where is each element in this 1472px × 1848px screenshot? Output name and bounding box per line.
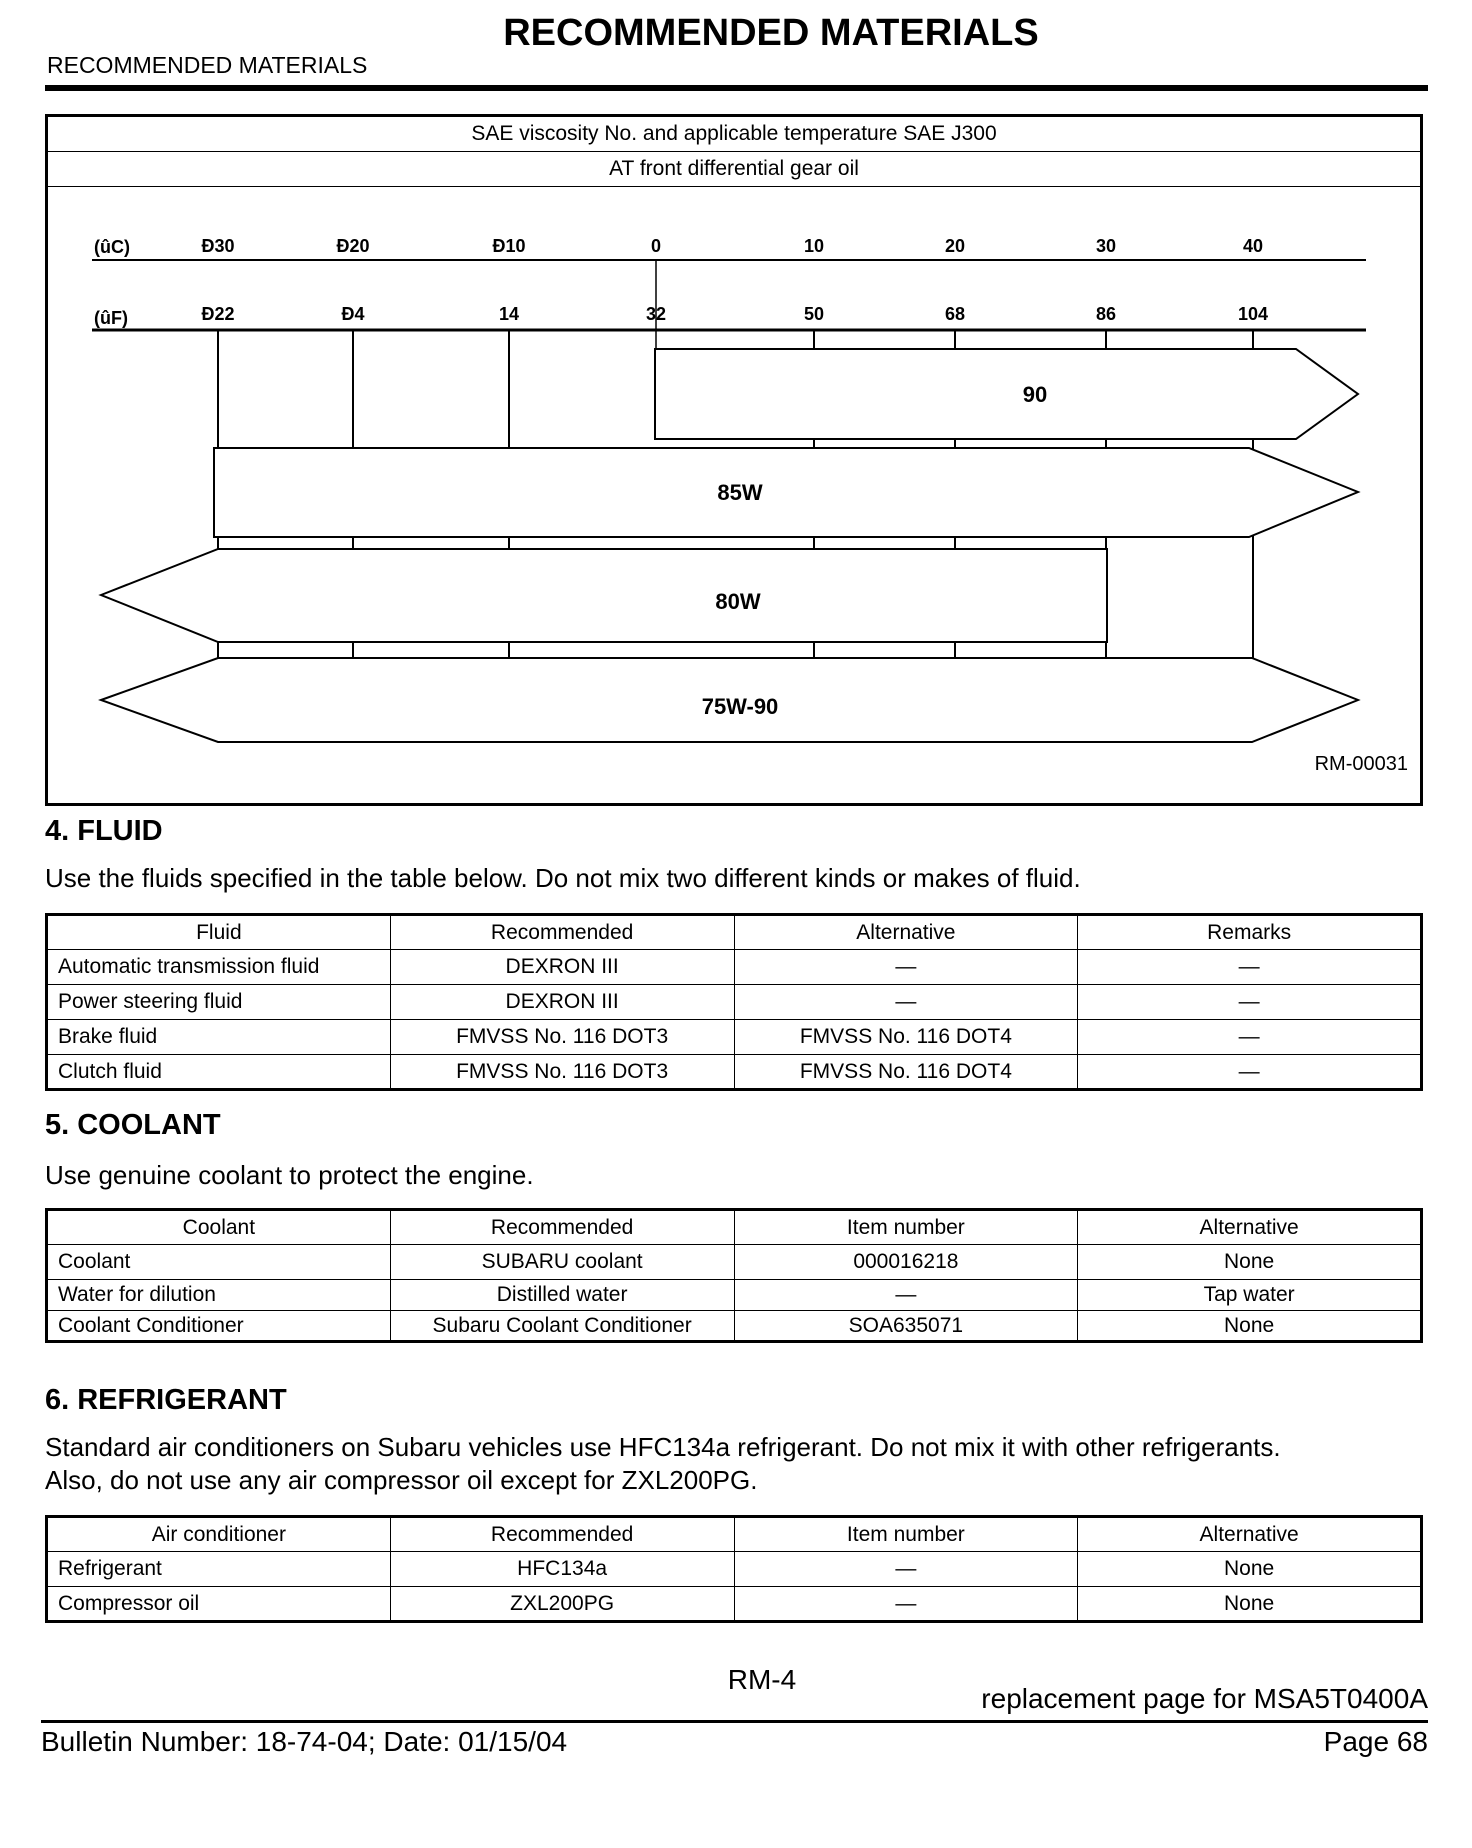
table-cell: Power steering fluid [47,985,391,1020]
table-row [47,985,1422,1020]
column-header: Coolant [47,1210,391,1245]
table-cell: DEXRON III [390,985,734,1020]
celsius-unit: (ûC) [94,237,130,257]
table-cell: Coolant Conditioner [47,1311,391,1342]
bar-90 [655,349,1358,439]
table-cell: Subaru Coolant Conditioner [390,1311,734,1342]
table-row [47,1587,1422,1622]
table-cell: — [1078,950,1422,985]
fahrenheit-tick-label: 86 [1095,304,1117,324]
replacement-note: replacement page for MSA5T0400A [981,1683,1428,1714]
table-cell: Automatic transmission fluid [47,950,391,985]
table-row [47,950,1422,985]
table-cell: — [734,1552,1078,1587]
page-number: Page 68 [1323,1726,1428,1757]
table-cell: — [1078,1055,1422,1090]
column-header: Item number [734,1210,1078,1245]
fahrenheit-tick-label: 14 [498,304,520,324]
column-header: Air conditioner [47,1517,391,1552]
column-header: Item number [734,1517,1078,1552]
celsius-tick-label: Ð30 [201,236,235,256]
fahrenheit-tick-label: 68 [944,304,966,324]
refrigerant-table [45,1515,1423,1623]
fahrenheit-tick-label: 50 [803,304,825,324]
table-header-row [47,915,1422,950]
celsius-tick-label: 40 [1242,236,1264,256]
page-title: RECOMMENDED MATERIALS [503,12,1039,54]
table-cell: Compressor oil [47,1587,391,1622]
table-cell: SUBARU coolant [390,1245,734,1280]
table-cell: Tap water [1078,1280,1422,1311]
table-cell: — [734,1587,1078,1622]
coolant-text: Use genuine coolant to protect the engine. [45,1160,534,1190]
celsius-tick-label: 10 [803,236,825,256]
column-header: Remarks [1078,915,1422,950]
svg-text:75W-90: 75W-90 [701,694,779,719]
table-cell: Coolant [47,1245,391,1280]
fahrenheit-tick-label: Ð22 [201,304,235,324]
fahrenheit-tick-label: Ð4 [341,304,365,324]
table-cell: Distilled water [390,1280,734,1311]
table-row [47,1020,1422,1055]
table-cell: None [1078,1587,1422,1622]
table-row [47,1552,1422,1587]
column-header: Fluid [47,915,391,950]
table-cell: FMVSS No. 116 DOT3 [390,1020,734,1055]
column-header: Recommended [390,1210,734,1245]
table-cell: — [734,1280,1078,1311]
svg-text:90: 90 [1022,382,1048,407]
chart-subheading: AT front differential gear oil [48,152,1420,187]
table-cell: 000016218 [734,1245,1078,1280]
table-cell: None [1078,1311,1422,1342]
page-code: RM-4 [727,1664,797,1695]
bar-80w [101,549,1107,642]
table-cell: SOA635071 [734,1311,1078,1342]
column-header: Alternative [1078,1517,1422,1552]
table-row [47,1055,1422,1090]
table-cell: Refrigerant [47,1552,391,1587]
footer-rule [41,1720,1428,1723]
table-cell: ZXL200PG [390,1587,734,1622]
coolant-heading: 5. COOLANT [45,1109,221,1141]
fahrenheit-tick-label: 104 [1237,304,1269,324]
column-header: Recommended [390,915,734,950]
column-header: Recommended [390,1517,734,1552]
table-row [47,1311,1422,1342]
celsius-tick-label: 20 [944,236,966,256]
table-cell: — [734,950,1078,985]
celsius-tick-label: 0 [650,236,662,256]
table-cell: None [1078,1245,1422,1280]
fahrenheit-tick-label: 32 [645,304,667,324]
refrigerant-text-2: Also, do not use any air compressor oil except for ZXL200PG. [45,1465,758,1495]
table-cell: Clutch fluid [47,1055,391,1090]
celsius-tick-label: Ð10 [492,236,526,256]
table-row [47,1280,1422,1311]
column-header: Alternative [1078,1210,1422,1245]
column-header: Alternative [734,915,1078,950]
table-header-row [47,1517,1422,1552]
fluid-table [45,913,1423,1091]
table-row [47,1245,1422,1280]
celsius-tick-label: Ð20 [336,236,370,256]
fluid-heading: 4. FLUID [45,815,163,847]
table-cell: Brake fluid [47,1020,391,1055]
table-cell: HFC134a [390,1552,734,1587]
table-cell: Water for dilution [47,1280,391,1311]
table-cell: — [1078,1020,1422,1055]
figure-id: RM-00031 [1314,753,1408,775]
table-cell: FMVSS No. 116 DOT4 [734,1055,1078,1090]
section-header: RECOMMENDED MATERIALS [47,52,368,78]
fluid-text: Use the fluids specified in the table below. Do not mix two different kinds or makes of fluid. [45,863,1081,893]
fahrenheit-unit: (ûF) [94,308,128,328]
table-cell: None [1078,1552,1422,1587]
refrigerant-text-1: Standard air conditioners on Subaru vehicles use HFC134a refrigerant. Do not mix it with other refrigerants. [45,1432,1281,1462]
celsius-tick-label: 30 [1095,236,1117,256]
bulletin-info: Bulletin Number: 18-74-04; Date: 01/15/04 [41,1726,568,1757]
table-cell: FMVSS No. 116 DOT3 [390,1055,734,1090]
table-cell: DEXRON III [390,950,734,985]
bar-75w-90 [101,658,1358,742]
table-cell: — [1078,985,1422,1020]
table-header-row [47,1210,1422,1245]
chart-heading: SAE viscosity No. and applicable temperature SAE J300 [48,117,1420,152]
table-cell: FMVSS No. 116 DOT4 [734,1020,1078,1055]
refrigerant-heading: 6. REFRIGERANT [45,1384,287,1416]
coolant-table [45,1208,1423,1343]
svg-text:85W: 85W [717,480,763,505]
svg-text:80W: 80W [715,589,761,614]
bar-85w [214,448,1358,537]
table-cell: — [734,985,1078,1020]
